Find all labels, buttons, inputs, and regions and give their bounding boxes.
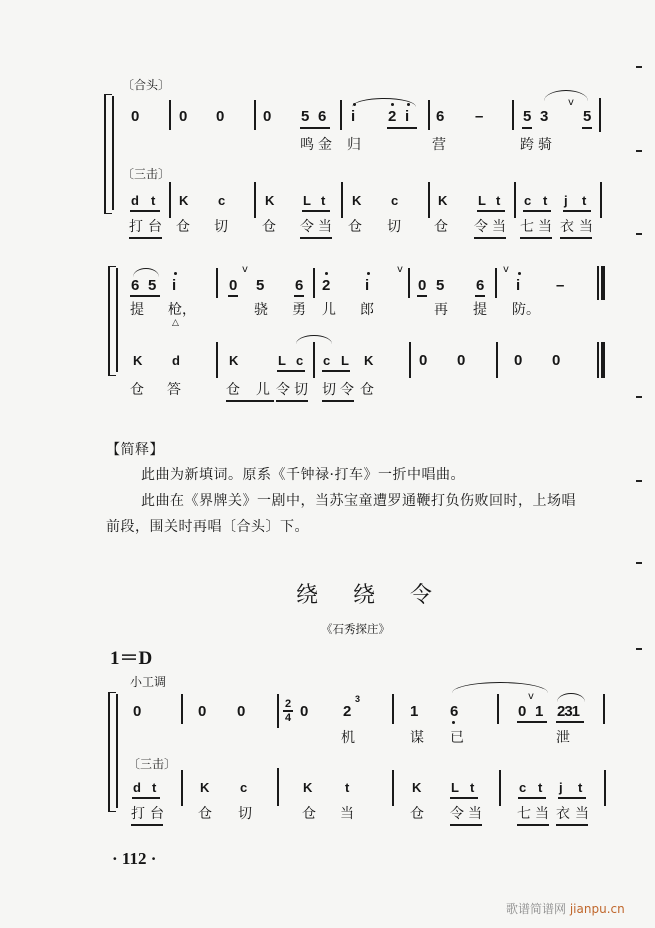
rest: 0 <box>552 352 561 369</box>
breath-mark: v <box>568 97 574 108</box>
perc-syllable: 仓 <box>130 382 144 398</box>
perc-symbol: L <box>341 353 349 368</box>
high-octave-dot <box>367 272 370 275</box>
note: 0 <box>263 108 272 125</box>
perc-symbol: t <box>152 780 157 795</box>
underline <box>520 237 552 239</box>
perc-syllable: 当 <box>535 806 549 822</box>
underline-eighth <box>450 797 478 799</box>
perc-symbol: c <box>519 780 527 795</box>
perc-symbol: t <box>582 193 587 208</box>
barline <box>495 268 497 298</box>
barline <box>169 100 171 130</box>
barline <box>409 342 411 378</box>
lyric: 机 <box>341 730 355 746</box>
barline <box>408 268 410 298</box>
system-bracket <box>104 94 112 214</box>
lyric: 金 <box>318 137 332 153</box>
perc-syllable: 仓 <box>410 806 424 822</box>
barline <box>181 694 183 724</box>
barline <box>340 100 342 130</box>
margin-mark <box>636 396 642 398</box>
barline <box>392 770 394 806</box>
underline-eighth <box>228 295 238 297</box>
perc-symbol: L <box>451 780 459 795</box>
barline <box>254 182 256 218</box>
underline-eighth <box>556 721 584 723</box>
underline-eighth <box>277 370 305 372</box>
lyric: 枪， <box>168 302 196 318</box>
barline <box>603 694 605 724</box>
page-number: · 112 · <box>112 849 157 868</box>
time-signature <box>283 699 293 723</box>
barline <box>496 342 498 378</box>
note: i <box>516 277 521 294</box>
rest: 0 <box>457 352 466 369</box>
note: 0 <box>229 277 238 294</box>
lyric: 郎 <box>360 302 374 318</box>
underline-eighth <box>387 127 417 129</box>
slur <box>557 693 585 702</box>
barline <box>181 770 183 806</box>
note: 6 <box>450 703 459 720</box>
barline <box>216 342 218 378</box>
underline-eighth <box>518 797 546 799</box>
perc-syllable: 令 <box>300 219 314 235</box>
underline-eighth <box>582 127 592 129</box>
note: 0 <box>237 703 246 720</box>
perc-symbol: c <box>524 193 532 208</box>
perc-symbol: K <box>438 193 448 208</box>
underline-eighth <box>322 370 350 372</box>
perc-syllable: 令 <box>340 382 354 398</box>
note: 0 <box>133 703 142 720</box>
perc-syllable: 当 <box>538 219 552 235</box>
final-barline-thin <box>597 266 599 300</box>
barline <box>277 768 279 806</box>
margin-mark <box>636 648 642 650</box>
note: 5 <box>436 277 445 294</box>
note: 6 <box>436 108 445 125</box>
perc-symbol: K <box>352 193 362 208</box>
perc-syllable: 七 <box>520 219 534 235</box>
perc-syllable: 仓 <box>262 219 276 235</box>
underline-eighth <box>130 295 160 297</box>
note: 6 <box>131 277 140 294</box>
underline-eighth <box>132 797 160 799</box>
underline <box>129 237 162 239</box>
perc-syllable: 台 <box>150 806 164 822</box>
margin-mark <box>636 480 642 482</box>
key-signature: 1＝D <box>110 648 153 669</box>
note: 6 <box>318 108 327 125</box>
barline <box>514 182 516 218</box>
barline <box>169 182 171 218</box>
perc-syllable: 仓 <box>302 806 316 822</box>
perc-syllable: 当 <box>579 219 593 235</box>
perc-symbol: t <box>578 780 583 795</box>
percussion-section-label: 〔三击〕 <box>128 757 177 771</box>
percussion-section-label: 〔三击〕 <box>122 167 171 181</box>
perc-symbol: t <box>538 780 543 795</box>
barline <box>313 268 315 298</box>
perc-symbol: t <box>345 780 350 795</box>
rest: 0 <box>514 352 523 369</box>
dash: – <box>475 108 484 125</box>
barline <box>497 694 499 724</box>
slur <box>133 268 159 277</box>
final-barline-thin <box>597 342 599 378</box>
breath-mark: v <box>242 264 248 275</box>
underline <box>300 237 332 239</box>
lyric: 鸣 <box>300 137 314 153</box>
perc-syllable: 衣 <box>560 219 574 235</box>
underline-eighth <box>523 210 551 212</box>
note: i <box>365 277 370 294</box>
underline-eighth <box>130 210 160 212</box>
perc-syllable: 答 <box>167 382 181 398</box>
slur <box>352 98 416 107</box>
perc-syllable: 令 <box>450 806 464 822</box>
note: 0 <box>418 277 427 294</box>
perc-syllable: 令 <box>474 219 488 235</box>
underline-eighth <box>300 127 330 129</box>
perc-symbol: t <box>543 193 548 208</box>
underline-eighth <box>517 721 547 723</box>
underline <box>276 400 308 402</box>
perc-symbol: t <box>321 193 326 208</box>
perc-symbol: c <box>391 193 399 208</box>
lyric: 提 <box>130 302 144 318</box>
lyric: 跨 <box>520 137 534 153</box>
barline <box>428 182 430 218</box>
barline <box>254 100 256 130</box>
watermark-en: jianpu.cn <box>569 902 625 916</box>
note: 1 <box>535 703 544 720</box>
perc-syllable: 衣 <box>556 806 570 822</box>
underline <box>322 400 354 402</box>
perc-syllable: 当 <box>492 219 506 235</box>
perc-symbol: j <box>559 780 563 795</box>
time-sig-bottom: 4 <box>284 711 292 724</box>
annotation-paragraph-1: 此曲为新填词。原系《千钟禄·打车》一折中唱曲。 <box>141 467 465 483</box>
lyric: 骁 <box>254 302 268 318</box>
perc-symbol: d <box>131 193 139 208</box>
barline <box>428 100 430 130</box>
underline <box>131 824 163 826</box>
lyric: 提 <box>473 302 487 318</box>
lyric: 儿 <box>322 302 336 318</box>
note: 2 <box>343 703 352 720</box>
barline <box>499 770 501 806</box>
perc-syllable: 仓 <box>176 219 190 235</box>
barline <box>277 694 279 728</box>
high-octave-dot <box>325 272 328 275</box>
note-group: 231 <box>557 703 580 720</box>
perc-syllable: 切 <box>322 382 336 398</box>
high-octave-dot <box>174 272 177 275</box>
perc-syllable: 打 <box>129 219 143 235</box>
underline <box>450 824 482 826</box>
note: i <box>405 108 410 125</box>
perc-symbol: K <box>412 780 422 795</box>
perc-syllable: 切 <box>387 219 401 235</box>
dash: – <box>556 277 565 294</box>
lyric: 已 <box>450 730 464 746</box>
perc-symbol: L <box>278 353 286 368</box>
note: 0 <box>518 703 527 720</box>
breath-mark: v <box>503 264 509 275</box>
perc-syllable: 仓 <box>226 382 240 398</box>
breath-mark: v <box>528 691 534 702</box>
barline <box>604 770 606 806</box>
perc-symbol: K <box>229 353 239 368</box>
note: i <box>351 108 356 125</box>
perc-syllable: 当 <box>468 806 482 822</box>
note: i <box>172 277 177 294</box>
note: 5 <box>583 108 592 125</box>
perc-symbol: t <box>151 193 156 208</box>
underline <box>556 824 588 826</box>
note: 6 <box>476 277 485 294</box>
note: 0 <box>179 108 188 125</box>
lyric: 泄 <box>556 730 570 746</box>
perc-symbol: d <box>133 780 141 795</box>
note: 5 <box>256 277 265 294</box>
rest: 0 <box>419 352 428 369</box>
perc-syllable: 令 <box>276 382 290 398</box>
annotation-paragraph-2-line-1: 此曲在《界牌关》一剧中，当苏宝童遭罗通鞭打负伤败回时，上场唱 <box>141 493 576 509</box>
high-octave-dot <box>518 272 521 275</box>
perc-symbol: t <box>470 780 475 795</box>
underline-eighth <box>302 210 330 212</box>
system-bracket <box>108 266 116 376</box>
note: 0 <box>300 703 309 720</box>
note: 2 <box>322 277 331 294</box>
barline <box>599 98 601 132</box>
perc-syllable: 当 <box>575 806 589 822</box>
lyric: 防。 <box>512 302 540 318</box>
breath-mark: v <box>397 264 403 275</box>
perc-syllable: 切 <box>214 219 228 235</box>
perc-syllable: 台 <box>148 219 162 235</box>
note: 0 <box>216 108 225 125</box>
lyric: 归 <box>347 137 361 153</box>
perc-syllable: 儿 <box>256 382 270 398</box>
note: 0 <box>131 108 140 125</box>
slur <box>544 90 588 101</box>
annotation-heading: 【简释】 <box>106 442 164 458</box>
grace-note: 3 <box>355 694 361 704</box>
perc-symbol: c <box>240 780 248 795</box>
perc-syllable: 七 <box>517 806 531 822</box>
note: 5 <box>301 108 310 125</box>
note: 0 <box>198 703 207 720</box>
piece-title: 绕 绕 令 <box>296 583 446 608</box>
underline <box>517 824 549 826</box>
perc-syllable: 当 <box>318 219 332 235</box>
mode-label: 小工调 <box>130 675 167 689</box>
perc-symbol: L <box>478 193 486 208</box>
margin-mark <box>636 66 642 68</box>
barline <box>392 694 394 724</box>
perc-symbol: K <box>265 193 275 208</box>
note: 5 <box>523 108 532 125</box>
perc-syllable: 仓 <box>198 806 212 822</box>
lyric: 勇 <box>292 302 306 318</box>
perc-symbol: d <box>172 353 180 368</box>
system-bracket-inner <box>116 268 118 372</box>
barline <box>512 100 514 130</box>
piece-source: 《石秀探庄》 <box>321 622 390 636</box>
barline <box>600 182 602 218</box>
lyric: 再 <box>434 302 448 318</box>
perc-syllable: 仓 <box>360 382 374 398</box>
perc-symbol: t <box>496 193 501 208</box>
vocal-section-label: 〔合头〕 <box>122 78 171 92</box>
perc-syllable: 当 <box>340 806 354 822</box>
watermark-cn: 歌谱简谱网 <box>506 902 567 916</box>
margin-mark <box>636 233 642 235</box>
perc-symbol: K <box>303 780 313 795</box>
perc-symbol: c <box>218 193 226 208</box>
perc-syllable: 切 <box>294 382 308 398</box>
underline <box>560 237 592 239</box>
underline-eighth <box>417 295 427 297</box>
underline-eighth <box>294 295 304 297</box>
note: 1 <box>410 703 419 720</box>
underline <box>474 237 506 239</box>
underline <box>226 400 274 402</box>
barline <box>216 268 218 298</box>
watermark <box>506 900 625 917</box>
underline-eighth <box>475 295 485 297</box>
underline-eighth <box>477 210 505 212</box>
barline <box>341 182 343 218</box>
perc-symbol: j <box>564 193 568 208</box>
underline-eighth <box>522 127 532 129</box>
note: 2 <box>388 108 397 125</box>
perc-syllable: 仓 <box>434 219 448 235</box>
perc-symbol: c <box>323 353 331 368</box>
perc-syllable: 切 <box>238 806 252 822</box>
system-bracket <box>108 692 116 812</box>
perc-symbol: K <box>200 780 210 795</box>
system-bracket-inner <box>116 694 118 808</box>
accent-triangle: △ <box>172 318 179 328</box>
final-barline-thick <box>601 266 605 300</box>
perc-symbol: K <box>179 193 189 208</box>
lyric: 谋 <box>410 730 424 746</box>
lyric: 骑 <box>538 137 552 153</box>
perc-symbol: c <box>296 353 304 368</box>
low-octave-dot <box>452 721 455 724</box>
annotation-paragraph-2-line-2: 前段，围关时再唱〔合头〕下。 <box>106 519 309 535</box>
underline-eighth <box>563 210 591 212</box>
note: 3 <box>540 108 549 125</box>
perc-syllable: 仓 <box>348 219 362 235</box>
note: 5 <box>148 277 157 294</box>
underline-eighth <box>558 797 586 799</box>
time-sig-top: 2 <box>284 698 292 710</box>
perc-syllable: 打 <box>131 806 145 822</box>
perc-symbol: K <box>133 353 143 368</box>
perc-symbol: L <box>303 193 311 208</box>
margin-mark <box>636 562 642 564</box>
system-bracket-inner <box>112 96 114 210</box>
margin-mark <box>636 150 642 152</box>
lyric: 营 <box>432 137 446 153</box>
barline <box>313 342 315 378</box>
perc-symbol: K <box>364 353 374 368</box>
final-barline-thick <box>601 342 605 378</box>
note: 6 <box>295 277 304 294</box>
